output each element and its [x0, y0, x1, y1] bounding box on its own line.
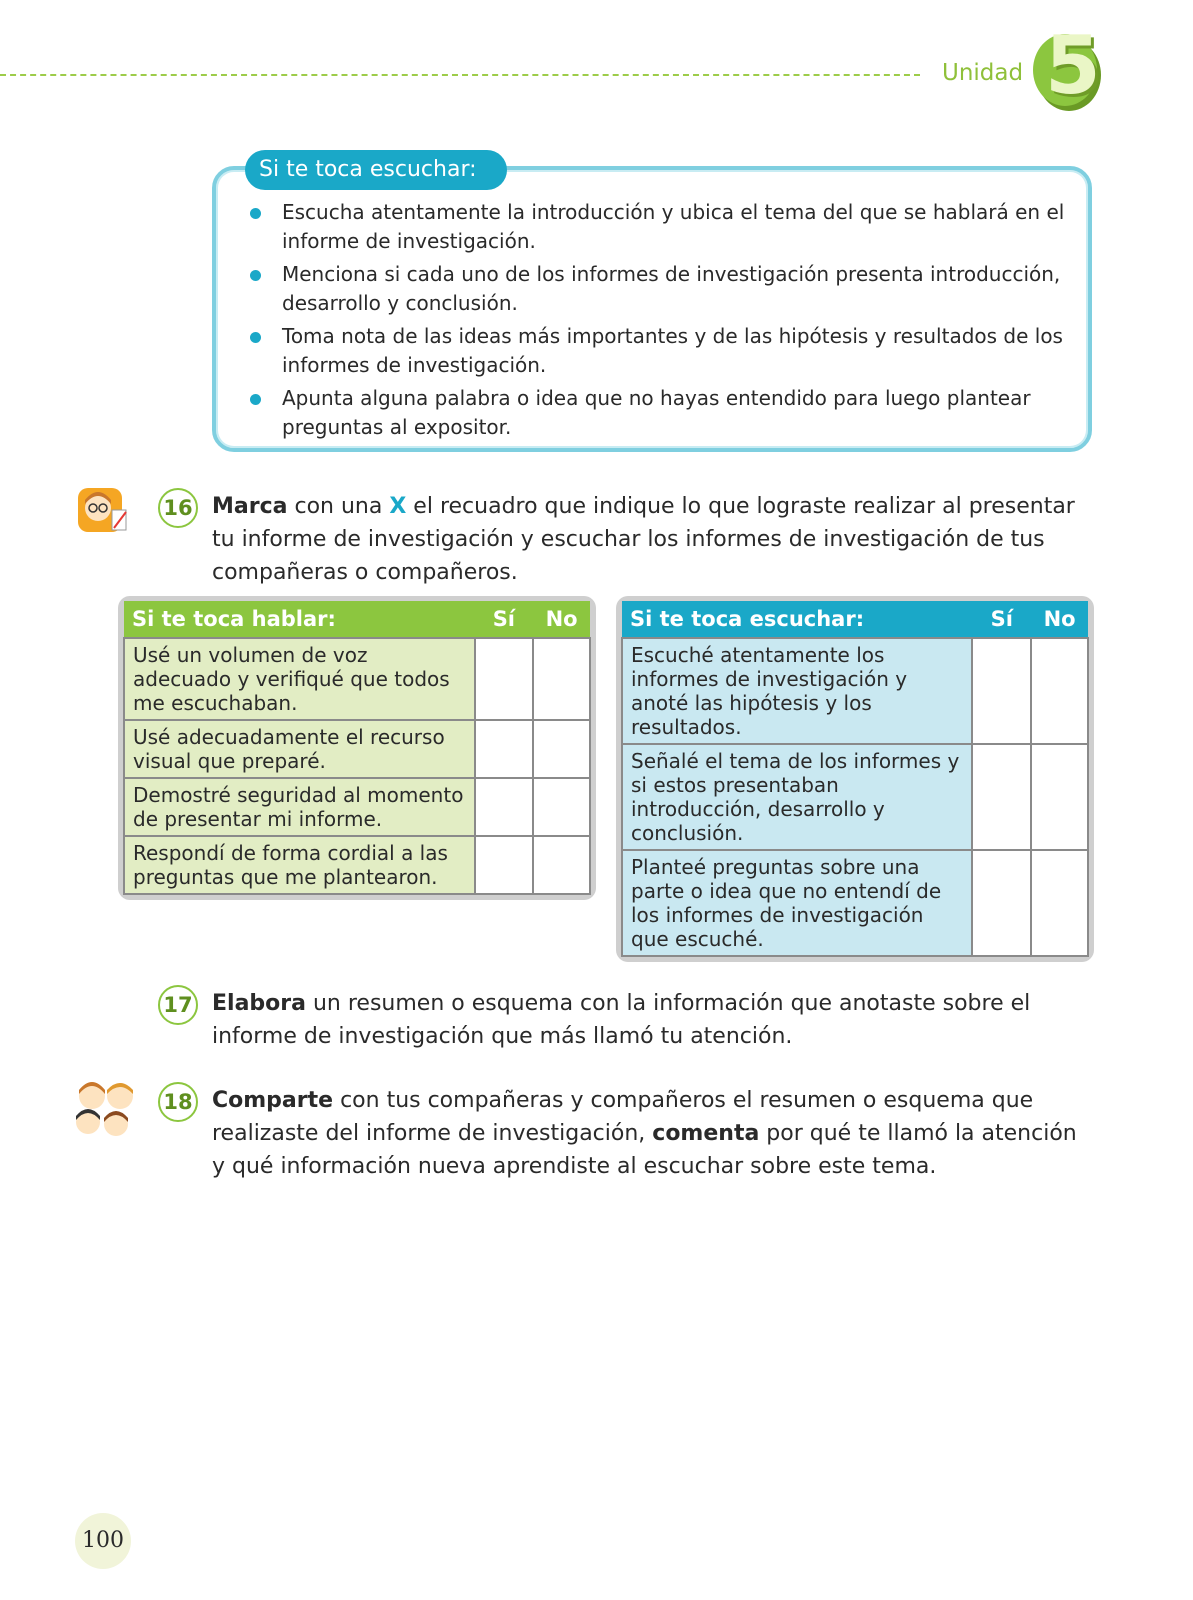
yes-checkbox[interactable] — [475, 778, 534, 836]
table-row — [622, 850, 1088, 956]
yes-checkbox[interactable] — [475, 638, 534, 720]
listening-checklist — [616, 596, 1094, 962]
no-checkbox[interactable] — [1031, 744, 1088, 850]
bullet-icon — [250, 208, 261, 219]
activity-17-text: Elabora un resumen o esquema con la información que anotaste sobre el informe de investigación que más llamó tu atención. — [212, 991, 1031, 1049]
bullet-icon — [250, 270, 261, 281]
no-checkbox[interactable] — [1031, 850, 1088, 956]
yes-header: Sí — [972, 601, 1031, 638]
listen-tips-list — [250, 198, 1090, 446]
row-label: Señalé el tema de los informes y si estos presentaban introducción, desarrollo y conclusión. — [622, 744, 972, 850]
table-row — [622, 744, 1088, 850]
activity-18-text: Comparte con tus compañeras y compañeros el resumen o esquema que realizaste del informe de investigación, comenta por qué te llamó la atención y qué información nueva aprendiste al escuchar sobre este tema. — [212, 1088, 1077, 1179]
header-dashed-line — [0, 74, 920, 76]
list-item: Escucha atentamente la introducción y ubica el tema del que se hablará en el informe de investigación. — [250, 198, 1090, 256]
group-icon — [70, 1078, 140, 1142]
yes-checkbox[interactable] — [972, 638, 1031, 744]
yes-header: Sí — [475, 601, 534, 638]
row-label: Respondí de forma cordial a las preguntas que me plantearon. — [124, 836, 475, 894]
no-checkbox[interactable] — [533, 836, 590, 894]
speaking-checklist — [118, 596, 596, 900]
table-row — [124, 778, 590, 836]
unit-label: Unidad — [942, 60, 1024, 86]
yes-checkbox[interactable] — [972, 744, 1031, 850]
row-label: Demostré seguridad al momento de presentar mi informe. — [124, 778, 475, 836]
table-row — [622, 638, 1088, 744]
activity-18-number: 18 — [158, 1082, 198, 1122]
row-label: Usé adecuadamente el recurso visual que preparé. — [124, 720, 475, 778]
speaking-table-header: Si te toca hablar: — [124, 601, 475, 638]
student-writing-icon — [76, 484, 130, 538]
activity-17-number: 17 — [158, 985, 198, 1025]
row-label: Planteé preguntas sobre una parte o idea que no entendí de los informes de investigación que escuché. — [622, 850, 972, 956]
no-header: No — [533, 601, 590, 638]
yes-checkbox[interactable] — [475, 836, 534, 894]
no-checkbox[interactable] — [533, 638, 590, 720]
table-row — [124, 720, 590, 778]
row-label: Escuché atentamente los informes de investigación y anoté las hipótesis y los resultados. — [622, 638, 972, 744]
no-header: No — [1031, 601, 1088, 638]
table-row — [124, 836, 590, 894]
activity-16-number: 16 — [158, 488, 198, 528]
listening-table-header: Si te toca escuchar: — [622, 601, 972, 638]
no-checkbox[interactable] — [533, 778, 590, 836]
table-row — [124, 638, 590, 720]
no-checkbox[interactable] — [533, 720, 590, 778]
bullet-icon — [250, 332, 261, 343]
page-number: 100 — [82, 1528, 124, 1553]
unit-number: 5 — [1045, 19, 1101, 112]
bullet-icon — [250, 394, 261, 405]
no-checkbox[interactable] — [1031, 638, 1088, 744]
list-item: Toma nota de las ideas más importantes y de las hipótesis y resultados de los informes de investigación. — [250, 322, 1090, 380]
listen-tips-title: Si te toca escuchar: — [245, 150, 507, 190]
list-item: Menciona si cada uno de los informes de investigación presenta introducción, desarrollo y conclusión. — [250, 260, 1090, 318]
list-item: Apunta alguna palabra o idea que no hayas entendido para luego plantear preguntas al expositor. — [250, 384, 1090, 442]
activity-16-text: Marca con una X el recuadro que indique lo que lograste realizar al presentar tu informe de investigación y escuchar los informes de investigación de tus compañeras o compañeros. — [212, 494, 1075, 585]
yes-checkbox[interactable] — [972, 850, 1031, 956]
yes-checkbox[interactable] — [475, 720, 534, 778]
row-label: Usé un volumen de voz adecuado y verifiqué que todos me escuchaban. — [124, 638, 475, 720]
